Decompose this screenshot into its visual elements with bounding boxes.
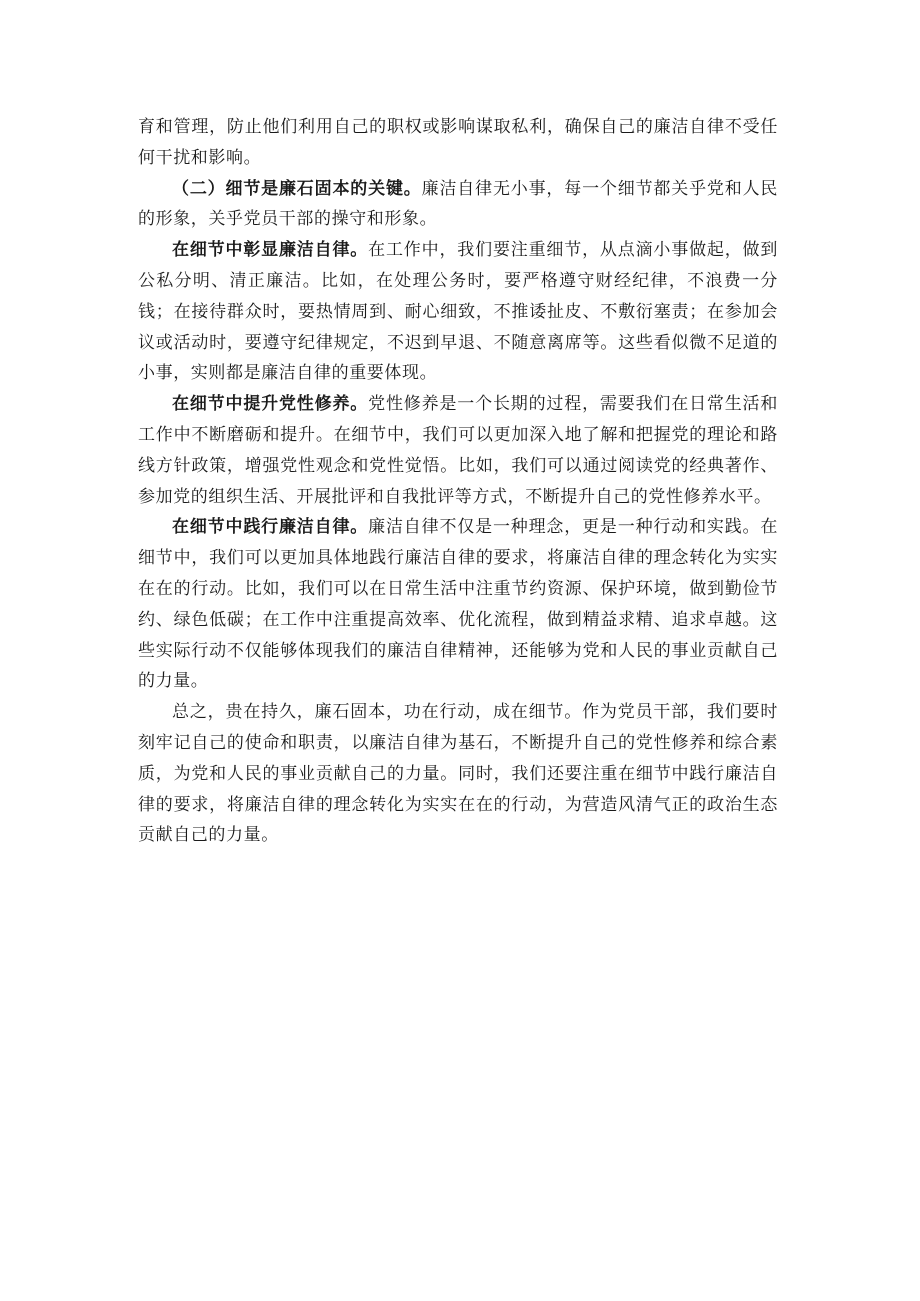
paragraph-text: 育和管理，防止他们利用自己的职权或影响谋取私利，确保自己的廉洁自律不受任何干扰和影响。 — [138, 117, 778, 168]
section-heading: （二）细节是廉石固本的关键。 — [172, 178, 422, 199]
paragraph-text: 党性修养是一个长期的过程，需要我们在日常生活和工作中不断磨砺和提升。在细节中，我们可以更加深入地了解和把握党的理论和路线方针政策，增强党性观念和党性觉悟。比如，我们可以通过阅读党的经典著作、参加党的组织生活、开展批评和自我批评等方式，不断提升自己的党性修养水平。 — [138, 394, 778, 507]
paragraph-lead: 在细节中彰显廉洁自律。 — [172, 240, 369, 261]
paragraph — [138, 389, 778, 512]
paragraph-text: 总之，贵在持久，廉石固本，功在行动，成在细节。作为党员干部，我们要时刻牢记自己的使命和职责，以廉洁自律为基石，不断提升自己的党性修养和综合素质，为党和人民的事业贡献自己的力量。同时，我们还要注重在细节中践行廉洁自律的要求，将廉洁自律的理念转化为实实在在的行动，为营造风清气正的政治生态贡献自己的力量。 — [138, 702, 778, 846]
conclusion-paragraph — [138, 697, 778, 851]
paragraph-continuation — [138, 112, 778, 174]
paragraph-text: 廉洁自律无小事，每一个细节都关乎党和人民的形象，关乎党员干部的操守和形象。 — [138, 178, 778, 230]
paragraph-lead: 在细节中践行廉洁自律。 — [172, 517, 369, 538]
paragraph — [138, 512, 778, 697]
paragraph-lead: 在细节中提升党性修养。 — [172, 394, 369, 415]
section-heading-paragraph — [138, 174, 778, 236]
paragraph — [138, 235, 778, 389]
document-body — [138, 112, 778, 851]
paragraph-text: 在工作中，我们要注重细节，从点滴小事做起，做到公私分明、清正廉洁。比如，在处理公务时，要严格遵守财经纪律，不浪费一分钱；在接待群众时，要热情周到、耐心细致，不推诿扯皮、不敷衍塞责；在参加会议或活动时，要遵守纪律规定，不迟到早退、不随意离席等。这些看似微不足道的小事，实则都是廉洁自律的重要体现。 — [138, 240, 778, 384]
paragraph-text: 廉洁自律不仅是一种理念，更是一种行动和实践。在细节中，我们可以更加具体地践行廉洁自律的要求，将廉洁自律的理念转化为实实在在的行动。比如，我们可以在日常生活中注重节约资源、保护环境，做到勤俭节约、绿色低碳；在工作中注重提高效率、优化流程，做到精益求精、追求卓越。这些实际行动不仅能够体现我们的廉洁自律精神，还能够为党和人民的事业贡献自己的力量。 — [138, 517, 778, 692]
